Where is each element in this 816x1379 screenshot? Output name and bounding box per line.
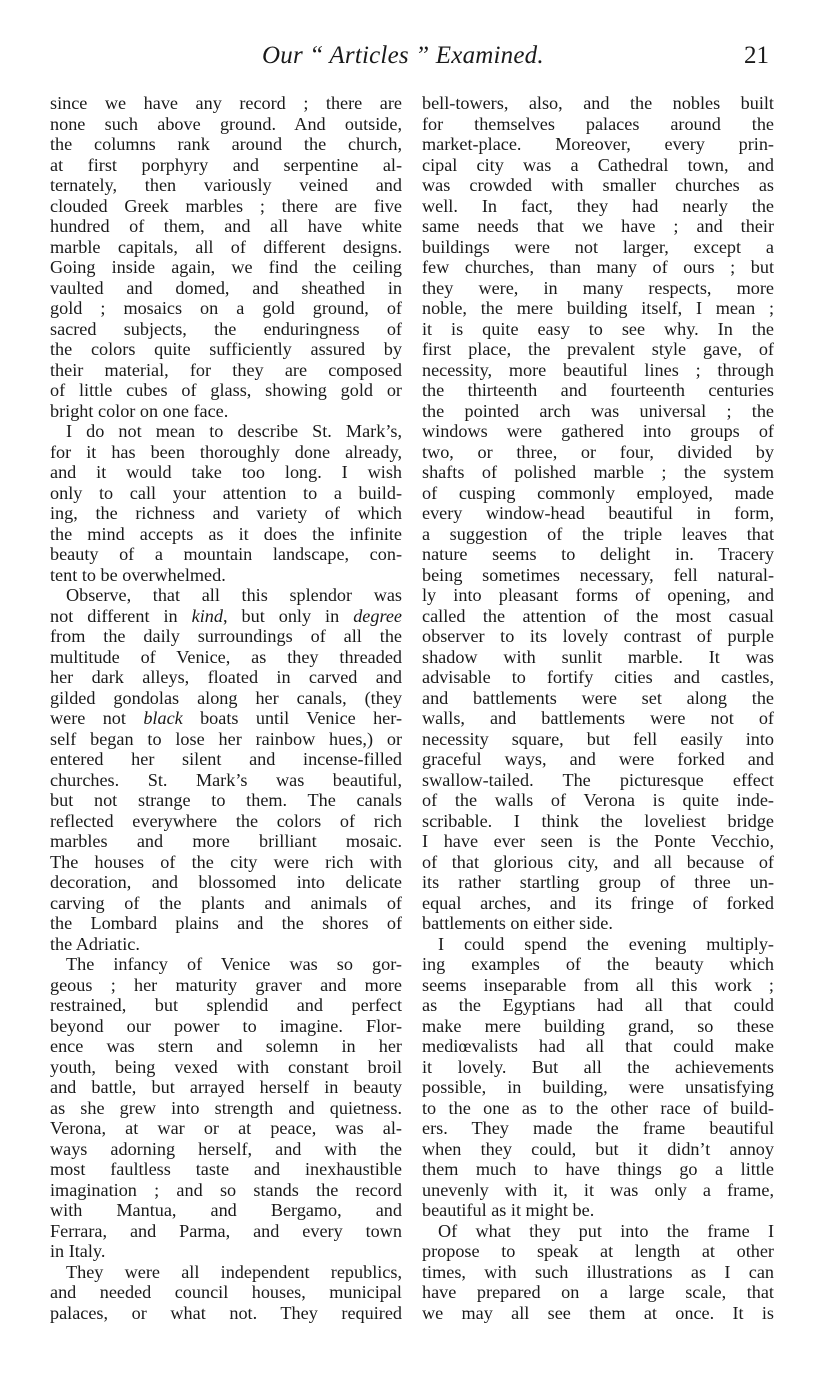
- text-line: of the walls of Verona is quite inde-: [422, 790, 774, 810]
- text-line: for it has been thoroughly done already,: [50, 441, 402, 462]
- text-line: The infancy of Venice was so gor-: [66, 954, 402, 974]
- text-line: youth, being vexed with constant broil: [50, 1056, 402, 1077]
- text-line: times, with such illustrations as I can: [422, 1261, 774, 1282]
- text-line: They were all independent republics,: [66, 1261, 402, 1282]
- text-line: as she grew into strength and quietness.: [50, 1097, 402, 1118]
- text-line: for themselves palaces around the: [422, 113, 774, 134]
- text-run: boats until Venice her-: [182, 708, 402, 728]
- text-line: the columns rank around the church,: [50, 134, 402, 154]
- text-line: we may all see them at once. It is: [422, 1302, 774, 1323]
- text-line: Observe, that all this splendor was: [66, 585, 402, 605]
- text-line: necessity square, but fell easily into: [422, 728, 774, 749]
- text-line: and needed council houses, municipal: [50, 1282, 402, 1302]
- text-line: restrained, but splendid and perfect: [50, 995, 402, 1015]
- text-line: seems inseparable from all this work ;: [422, 974, 774, 995]
- text-line: shadow with sunlit marble. It was: [422, 646, 774, 667]
- italic-word: kind: [191, 605, 223, 626]
- text-line: scribable. I think the loveliest bridge: [422, 810, 774, 831]
- text-line: with Mantua, and Bergamo, and: [50, 1200, 402, 1220]
- text-line: the colors quite sufficiently assured by: [50, 339, 402, 359]
- running-title: Our “ Articles ” Examined.: [262, 42, 544, 69]
- text-line: I do not mean to describe St. Mark’s,: [66, 421, 402, 441]
- text-line: reflected everywhere the colors of rich: [50, 810, 402, 831]
- text-line: well. In fact, they had nearly the: [422, 195, 774, 216]
- text-line: walls, and battlements were not of: [422, 708, 774, 728]
- text-line: called the attention of the most casual: [422, 605, 774, 626]
- text-line: Of what they put into the frame I: [438, 1220, 774, 1241]
- text-line: its rather startling group of three un-: [422, 872, 774, 892]
- text-run: were not: [50, 708, 144, 728]
- text-line: palaces, or what not. They required: [50, 1302, 402, 1323]
- text-run: , but only in: [222, 605, 354, 626]
- text-line: have prepared on a large scale, that: [422, 1282, 774, 1302]
- text-line: few churches, than many of ours ; but: [422, 257, 774, 277]
- text-line: tent to be overwhelmed.: [50, 564, 226, 585]
- italic-word: black: [143, 708, 183, 728]
- text-line: observer to its lovely contrast of purple: [422, 626, 774, 646]
- text-line: Going inside again, we find the ceiling: [50, 257, 402, 277]
- text-line: propose to speak at length at other: [422, 1241, 774, 1261]
- text-line: I have ever seen is the Ponte Vecchio,: [422, 831, 774, 851]
- text-line: since we have any record ; there are: [50, 93, 402, 113]
- text-line: bright color on one face.: [50, 400, 229, 421]
- text-line: make mere building grand, so these: [422, 1015, 774, 1036]
- text-line: imagination ; and so stands the record: [50, 1179, 402, 1200]
- running-head: [0, 42, 816, 82]
- text-line: The houses of the city were rich with: [50, 851, 402, 872]
- text-line: swallow-tailed. The picturesque effect: [422, 769, 774, 790]
- text-line: entered her silent and incense-filled: [50, 749, 402, 769]
- text-line: nature seems to delight in. Tracery: [422, 544, 774, 564]
- text-line: the thirteenth and fourteenth centuries: [422, 380, 774, 400]
- text-line: at first porphyry and serpentine al-: [50, 154, 402, 175]
- text-line: gilded gondolas along her canals, (they: [50, 687, 402, 708]
- text-line: ing examples of the beauty which: [422, 954, 774, 974]
- text-line: first place, the prevalent style gave, of: [422, 339, 774, 359]
- text-line: multitude of Venice, as they threaded: [50, 646, 402, 667]
- text-line: the mind accepts as it does the infinite: [50, 523, 402, 544]
- text-line: geous ; her maturity graver and more: [50, 974, 402, 995]
- text-line: beautiful as it might be.: [422, 1200, 595, 1220]
- text-line: it is quite easy to see why. In the: [422, 318, 774, 339]
- text-line: battlements on either side.: [422, 913, 613, 933]
- page-number: 21: [744, 42, 769, 69]
- text-line: carving of the plants and animals of: [50, 892, 402, 913]
- text-line: of little cubes of glass, showing gold or: [50, 380, 402, 400]
- text-line: beauty of a mountain landscape, con-: [50, 544, 402, 564]
- text-line: market-place. Moreover, every prin-: [422, 134, 774, 154]
- text-line: [50, 606, 402, 627]
- text-line: ways adorning herself, and with the: [50, 1138, 402, 1159]
- text-line: cipal city was a Cathedral town, and: [422, 154, 774, 175]
- text-line: most faultless taste and inexhaustible: [50, 1159, 402, 1179]
- text-line: hundred of them, and all have white: [50, 216, 402, 236]
- text-line: them much to have things go a little: [422, 1159, 774, 1179]
- text-line: and battle, but arrayed herself in beauty: [50, 1077, 402, 1097]
- text-line: gold ; mosaics on a gold ground, of: [50, 298, 402, 318]
- text-line: marbles and more brilliant mosaic.: [50, 831, 402, 851]
- text-line: ers. They made the frame beautiful: [422, 1118, 774, 1138]
- text-line: being sometimes necessary, fell natural-: [422, 564, 774, 585]
- text-line: the Lombard plains and the shores of: [50, 913, 402, 933]
- text-line: when they could, but it didn’t annoy: [422, 1138, 774, 1159]
- text-line: the Adriatic.: [50, 933, 140, 954]
- text-line: beyond our power to imagine. Flor-: [50, 1015, 402, 1036]
- text-line: none such above ground. And outside,: [50, 113, 402, 134]
- text-line: buildings were not larger, except a: [422, 236, 774, 257]
- text-line: ly into pleasant forms of opening, and: [422, 585, 774, 605]
- text-line: vaulted and domed, and sheathed in: [50, 277, 402, 298]
- text-line: to the one as to the other race of build-: [422, 1097, 774, 1118]
- text-line: Ferrara, and Parma, and every town: [50, 1220, 402, 1241]
- text-line: only to call your attention to a build-: [50, 482, 402, 503]
- text-line: equal arches, and its fringe of forked: [422, 892, 774, 913]
- text-line: I could spend the evening multiply-: [438, 933, 774, 954]
- text-line: bell-towers, also, and the nobles built: [422, 93, 774, 113]
- text-line: of cusping commonly employed, made: [422, 482, 774, 503]
- text-line: churches. St. Mark’s was beautiful,: [50, 769, 402, 790]
- text-line: as the Egyptians had all that could: [422, 995, 774, 1015]
- text-line: her dark alleys, floated in carved and: [50, 667, 402, 687]
- text-line: decoration, and blossomed into delicate: [50, 872, 402, 892]
- text-line: and battlements were set along the: [422, 687, 774, 708]
- text-line: and it would take too long. I wish: [50, 462, 402, 482]
- left-text-column: [50, 93, 402, 1323]
- text-line: ence was stern and solemn in her: [50, 1036, 402, 1056]
- italic-word: degree: [353, 605, 402, 626]
- text-line: clouded Greek marbles ; there are five: [50, 195, 402, 216]
- text-line: from the daily surroundings of all the: [50, 626, 402, 646]
- text-line: advisable to fortify cities and castles,: [422, 667, 774, 687]
- text-line: unevenly with it, it was only a frame,: [422, 1179, 774, 1200]
- text-line: marble capitals, all of different designs.: [50, 236, 402, 257]
- text-line: ing, the richness and variety of which: [50, 503, 402, 523]
- text-line: sacred subjects, the enduringness of: [50, 318, 402, 339]
- text-line: same needs that we have ; and their: [422, 216, 774, 236]
- text-line: graceful ways, and were forked and: [422, 749, 774, 769]
- text-run: not different in: [50, 605, 192, 626]
- text-line: it lovely. But all the achievements: [422, 1056, 774, 1077]
- text-line: of that glorious city, and all because of: [422, 851, 774, 872]
- text-line: every window-head beautiful in form,: [422, 503, 774, 523]
- text-line: the pointed arch was universal ; the: [422, 400, 774, 421]
- text-line: necessity, more beautiful lines ; through: [422, 359, 774, 380]
- text-line: windows were gathered into groups of: [422, 421, 774, 441]
- text-line: self began to lose her rainbow hues,) or: [50, 728, 402, 749]
- text-line: [50, 708, 402, 729]
- text-line: Verona, at war or at peace, was al-: [50, 1118, 402, 1138]
- text-line: two, or three, or four, divided by: [422, 441, 774, 462]
- text-line: mediœvalists had all that could make: [422, 1036, 774, 1056]
- text-line: they were, in many respects, more: [422, 277, 774, 298]
- text-line: a suggestion of the triple leaves that: [422, 523, 774, 544]
- text-line: noble, the mere building itself, I mean ;: [422, 298, 774, 318]
- text-line: but not strange to them. The canals: [50, 790, 402, 810]
- text-line: their material, for they are composed: [50, 359, 402, 380]
- right-text-column: [422, 93, 774, 1323]
- text-line: ternately, then variously veined and: [50, 175, 402, 195]
- text-line: was crowded with smaller churches as: [422, 175, 774, 195]
- text-line: shafts of polished marble ; the system: [422, 462, 774, 482]
- text-line: in Italy.: [50, 1241, 106, 1261]
- text-line: possible, in building, were unsatisfying: [422, 1077, 774, 1097]
